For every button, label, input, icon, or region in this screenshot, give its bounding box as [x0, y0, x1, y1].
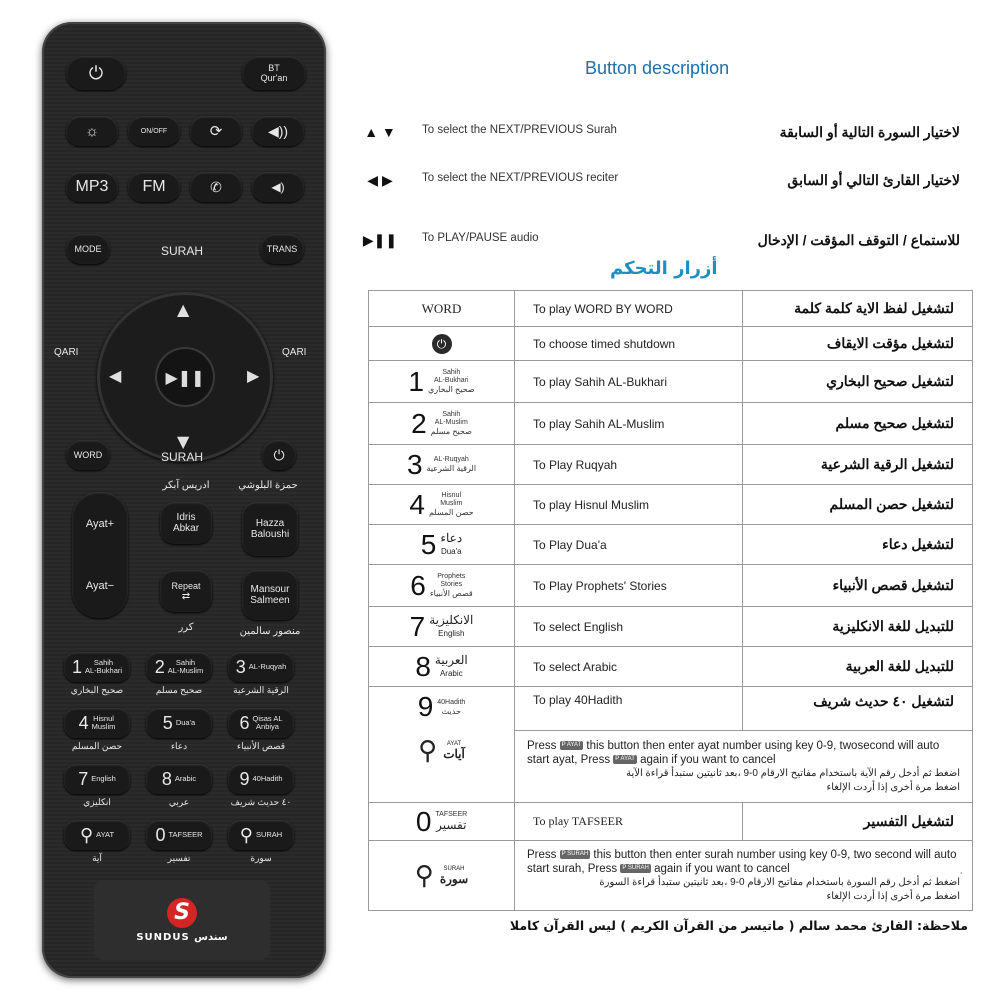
table-row [369, 403, 973, 445]
bt-quran-button[interactable]: BT Qur'an [242, 56, 306, 90]
keypad-key[interactable] [64, 708, 130, 738]
key-cell [369, 327, 515, 361]
idris-abkar-button[interactable]: Idris Abkar [160, 502, 212, 544]
desc-en: To select the NEXT/PREVIOUS Surah [422, 124, 617, 136]
mp3-button[interactable]: MP3 [66, 172, 118, 202]
key-label: SURAH [255, 830, 283, 839]
key-ar-label: انكليزي [83, 797, 111, 807]
keypad-key[interactable] [146, 764, 212, 794]
key-number: 2 [154, 656, 165, 677]
ar-cell: لتشغيل ٤٠ حديث شريف [743, 687, 973, 731]
repeat-button[interactable] [160, 570, 212, 612]
key-ar-label: قصص الأنبياء [236, 741, 286, 751]
key-ar-label: عربي [168, 797, 190, 807]
magnifier-icon: ⚲ [414, 860, 434, 890]
table-row [369, 607, 973, 647]
en-cell: To play TAFSEER [515, 803, 743, 841]
key-sub-label: العربية [434, 652, 468, 667]
en-cell: To Play Ruqyah [515, 445, 743, 485]
key-ar-label: دعاء [170, 741, 188, 751]
key-label: Sahih AL-Muslim [167, 658, 204, 675]
en-cell: To play Hisnul Muslim [515, 485, 743, 525]
ayat-note-ar-2: اضغط مرة أخرى إذا أردت الإلغاء [826, 781, 960, 793]
key-ar-label: تفسير [167, 853, 191, 863]
desc-ar: للاستماع / التوقف المؤقت / الإدخال [757, 232, 960, 248]
button-description-heading: Button description [585, 58, 730, 78]
key-number: 0 [415, 805, 432, 837]
trans-button[interactable]: TRANS [260, 234, 304, 264]
ayat-plus-button[interactable]: Ayat+ [85, 518, 115, 530]
key-number: 6 [239, 712, 250, 733]
en-cell: To play WORD BY WORD [515, 291, 743, 327]
key-sub-label-2: Arabic [439, 668, 463, 678]
number-key [406, 448, 477, 480]
surah-key [369, 860, 514, 891]
key-sub-label: دعاء [440, 530, 463, 545]
key-cell [369, 525, 515, 565]
surah-note-en [527, 848, 963, 876]
ar-cell: للتبديل للغة الانكليزية [743, 607, 973, 647]
key-number: 6 [410, 569, 426, 601]
key-label: Hisnul Muslim [91, 714, 116, 731]
phone-button[interactable]: ✆ [190, 172, 242, 202]
down-arrow-icon[interactable]: ▼ [177, 432, 190, 451]
key-sub [435, 654, 468, 680]
key-sub-label-2: قصص الأنبياء [429, 589, 473, 598]
note-press: Press [527, 848, 557, 861]
keypad-key[interactable] [146, 708, 212, 738]
key-cell [369, 841, 515, 911]
ar-cell: لتشغيل صحيح مسلم [743, 403, 973, 445]
desc-en: To PLAY/PAUSE audio [422, 232, 539, 244]
key-sub-label-2: تفسير [436, 818, 467, 832]
en-cell: To play Sahih AL-Muslim [515, 403, 743, 445]
key-number: 4 [78, 712, 89, 733]
shutdown-timer-button[interactable]: ⏻ [262, 440, 296, 470]
table-row [369, 525, 973, 565]
qari-left-label: QARI [54, 347, 79, 358]
en-cell: To Play Prophets' Stories [515, 565, 743, 607]
key-cell [369, 403, 515, 445]
table-row [369, 841, 973, 911]
surah-en: SURAH [443, 865, 465, 872]
ayat-note-en [527, 739, 960, 767]
key-number: 1 [408, 365, 424, 397]
key-number: 9 [417, 691, 434, 722]
number-key [415, 650, 468, 682]
key-label: 40Hadith [252, 774, 283, 783]
key-number: 7 [409, 610, 426, 642]
power-button[interactable]: ⏻ [66, 56, 126, 90]
key-sub-label: AL-Ruqyah [433, 456, 469, 463]
magnifier-icon: ⚲ [79, 824, 94, 845]
left-arrow-icon[interactable]: ◀ [109, 366, 122, 385]
surah-note-cell [515, 841, 973, 911]
en-cell: To Play Dua'a [515, 525, 743, 565]
volume-up-button[interactable]: ◀)) [252, 116, 304, 146]
key-sub [429, 492, 474, 517]
key-sub [440, 532, 462, 558]
surah-note-ar-1: اضغط ثم أدخل رقم السورة باستخدام مفاتيح الارقام 0-9 ،بعد ثانيتين ستبدأ قراءة السورة [599, 876, 960, 888]
desc-en: To select the NEXT/PREVIOUS reciter [422, 172, 619, 184]
key-label: AL-Ruqyah [248, 662, 287, 671]
key-sub [431, 411, 472, 436]
note-body: this button then enter surah number using key 0-9, two second will auto start surah, Press [527, 848, 957, 875]
number-key [410, 569, 473, 601]
key-ar-label: آية [92, 853, 102, 863]
key-number: 8 [415, 650, 431, 682]
controls-heading: أزرار التحكم [610, 258, 718, 279]
key-label: Dua'a [175, 718, 196, 727]
ar-cell: لتشغيل صحيح البخاري [743, 361, 973, 403]
key-cell [369, 361, 515, 403]
keypad-key[interactable] [228, 820, 294, 850]
key-label: Sahih AL-Bukhari [84, 658, 123, 675]
key-sub-label: 40Hadith [437, 698, 466, 706]
number-key [420, 528, 463, 560]
desc-row-surah [350, 124, 970, 144]
number-key [409, 488, 474, 520]
key-number: 2 [411, 407, 427, 439]
ayat-note-ar-1: اضغط ثم أدخل رقم الآية باستخدام مفاتيح الارقام 0-9 ،بعد ثانيتين ستبدأ قراءة الآية [626, 767, 960, 779]
onoff-button[interactable]: ON/OFF [128, 116, 180, 146]
key-sub-label: Sahih AL-Muslim [434, 411, 468, 426]
key-cell: WORD [369, 291, 515, 327]
word-button[interactable]: WORD [66, 440, 110, 470]
key-sub [429, 614, 473, 640]
table-row [369, 291, 973, 327]
p-ayat-key-icon: P AYAT [561, 741, 582, 748]
key-ar-label: صحيح مسلم [155, 685, 203, 695]
note-cancel: again if you want to cancel [640, 753, 776, 766]
key-cell [369, 565, 515, 607]
number-key [415, 805, 468, 837]
key-label: English [91, 774, 116, 783]
key-label: TAFSEER [168, 830, 203, 839]
key-cell [369, 485, 515, 525]
hazza-baloushi-button[interactable]: Hazza Baloushi [242, 502, 298, 556]
key-ar-label: ٤٠ حديث شريف [230, 797, 292, 807]
key-number: 3 [235, 656, 246, 677]
ar-cell: لتشغيل حصن المسلم [743, 485, 973, 525]
key-cell [369, 803, 515, 841]
keypad-key[interactable] [228, 764, 294, 794]
key-sub-label-2: صحيح البخاري [428, 385, 475, 394]
key-sub-label: Prophets Stories [437, 573, 466, 588]
up-down-arrows-icon: ▲ ▼ [364, 124, 396, 140]
surah-bottom-label: SURAH [160, 450, 203, 464]
number-key [409, 610, 474, 642]
ar-cell: لتشغيل التفسير [743, 803, 973, 841]
key-number: 5 [162, 712, 173, 733]
note-body: this button then enter ayat number using key 0-9, twosecond will auto start ayat, Press [527, 739, 940, 766]
key-sub-label: Sahih AL-Bukhari [433, 369, 469, 384]
keypad-key[interactable] [146, 652, 212, 682]
key-cell [369, 607, 515, 647]
keypad-key[interactable] [228, 708, 294, 738]
table-row [369, 485, 973, 525]
table-row [369, 361, 973, 403]
mansour-ar-label: منصور سالمين [239, 626, 301, 637]
note-cancel: again if you want to cancel [654, 862, 790, 875]
repeat-ar-label: كرر [178, 622, 194, 633]
ar-cell: للتبديل للغة العربية [743, 647, 973, 687]
desc-ar: لاختيار القارئ التالي أو السابق [787, 172, 960, 188]
p-ayat-key-icon: P AYAT [615, 755, 635, 762]
surah-key-label [440, 866, 468, 886]
surah-ar: سورة [439, 871, 469, 886]
timer-button[interactable]: ⟳ [190, 116, 242, 146]
remote-control [42, 22, 326, 978]
key-cell [369, 687, 515, 803]
key-number: 3 [406, 448, 423, 480]
desc-row-play [350, 232, 970, 252]
note-press: Press [527, 739, 557, 752]
up-arrow-icon[interactable]: ▲ [177, 300, 190, 319]
key-cell [369, 647, 515, 687]
key-number: 9 [239, 768, 250, 789]
idris-ar-label: ادريس آبكر [162, 480, 210, 491]
magnifier-icon: ⚲ [418, 735, 438, 765]
key-sub-label-2: حصن المسلم [428, 508, 474, 517]
table-row [369, 803, 973, 841]
power-icon: ⏻ [432, 334, 452, 354]
key-number: 1 [71, 656, 82, 677]
keypad-key[interactable] [146, 820, 212, 850]
p-surah-key-icon: P SURAH [561, 850, 589, 857]
stray-mark: ˌ [960, 866, 963, 875]
repeat-label: Repeat [171, 580, 201, 591]
key-sub [437, 699, 465, 716]
key-sub-label: TAFSEER [435, 811, 468, 818]
right-arrow-icon[interactable]: ▶ [247, 366, 260, 385]
controls-table [368, 290, 973, 911]
play-pause-icon: ▶❚❚ [362, 232, 398, 248]
key-label: Arabic [174, 774, 197, 783]
surah-top-label: SURAH [160, 244, 203, 258]
en-cell: To play 40Hadith [515, 687, 743, 731]
key-sub [435, 811, 467, 832]
key-sub-label-2: صحيح مسلم [430, 427, 472, 436]
table-row [369, 327, 973, 361]
key-cell [369, 445, 515, 485]
key-number: 7 [78, 768, 89, 789]
key-sub-label: Hisnul Muslim [440, 492, 463, 507]
magnifier-icon: ⚲ [239, 824, 253, 845]
key-label: AYAT [96, 830, 115, 839]
key-number: 4 [409, 488, 425, 520]
ayat-note-cell [515, 731, 973, 803]
brand-name: SUNDUS سندس [136, 931, 228, 943]
number-key [408, 365, 475, 397]
ar-cell: لتشغيل لفظ الاية كلمة كلمة [743, 291, 973, 327]
desc-row-reciter [350, 172, 970, 192]
table-row [369, 647, 973, 687]
ar-cell: لتشغيل مؤقت الايقاف [743, 327, 973, 361]
left-right-arrows-icon: ◀ ▶ [367, 172, 393, 188]
key-ar-label: صحيح البخاري [70, 685, 124, 695]
keypad-key[interactable] [64, 820, 130, 850]
p-surah-key-icon: P SURAH [622, 864, 649, 871]
desc-ar: لاختيار السورة التالية أو السابقة [779, 124, 960, 140]
hazza-ar-label: حمزة البلوشي [238, 480, 298, 491]
ayat-key [369, 735, 514, 766]
en-cell: To play Sahih AL-Bukhari [515, 361, 743, 403]
footnote: ملاحظة: القارئ محمد سالم ( ماتيسر من القرآن الكريم ) ليس القرآن كاملا [509, 918, 968, 933]
table-row [369, 565, 973, 607]
key-label: Qisas AL Anbiya [252, 714, 283, 731]
mansour-salmeen-button[interactable]: Mansour Salmeen [242, 570, 298, 620]
ar-cell: لتشغيل دعاء [743, 525, 973, 565]
repeat-icon: ⇄ [181, 590, 191, 602]
sundus-logo-icon: S [167, 898, 197, 928]
key-sub [427, 456, 477, 473]
number-key [411, 407, 472, 439]
keypad-key[interactable] [64, 652, 130, 682]
key-number: 5 [420, 528, 437, 560]
key-sub-label-2: Dua'a [440, 546, 462, 556]
en-cell: To select Arabic [515, 647, 743, 687]
key-sub-label: الانكليزية [429, 612, 474, 627]
ayat-key-label [443, 741, 465, 761]
ar-cell: لتشغيل قصص الأنبياء [743, 565, 973, 607]
qari-right-label: QARI [282, 347, 307, 358]
key-sub [428, 369, 475, 394]
ayat-en: AYAT [446, 740, 462, 747]
table-row [369, 445, 973, 485]
key-sub [430, 573, 473, 598]
en-cell: To select English [515, 607, 743, 647]
ar-cell: لتشغيل الرقية الشرعية [743, 445, 973, 485]
key-sub-label-2: الرقية الشرعية [426, 464, 477, 473]
surah-note-ar-2: اضغط مرة أخرى إذا أردت الإلغاء [826, 890, 960, 902]
key-ar-label: الرقية الشرعية [233, 685, 289, 695]
key-ar-label: سورة [250, 853, 272, 863]
keypad-key[interactable] [64, 764, 130, 794]
key-number: 0 [155, 824, 166, 845]
mode-button[interactable]: MODE [66, 234, 110, 264]
ayat-rocker [72, 492, 128, 618]
key-ar-label: حصن المسلم [71, 741, 123, 751]
brand-area [94, 880, 270, 960]
play-pause-button[interactable]: ▶❚❚ [155, 347, 215, 407]
en-cell: To choose timed shutdown [515, 327, 743, 361]
key-sub-label-2: حديث [441, 706, 461, 716]
number-key [418, 693, 466, 721]
direction-pad[interactable] [97, 292, 273, 462]
ayat-ar: آيات [443, 746, 465, 761]
fm-button[interactable]: FM [128, 172, 180, 202]
volume-down-button[interactable]: ◀) [252, 172, 304, 202]
light-button[interactable]: ☼ [66, 116, 118, 146]
ayat-minus-button[interactable]: Ayat− [85, 580, 115, 592]
key-number: 8 [161, 768, 172, 789]
keypad-key[interactable] [228, 652, 294, 682]
key-sub-label-2: English [438, 628, 465, 638]
table-row [369, 687, 973, 731]
